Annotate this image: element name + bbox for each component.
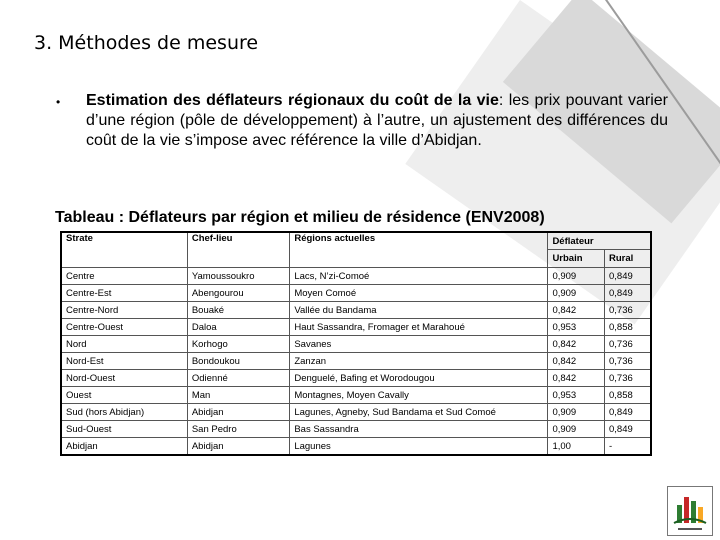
cell-regions: Haut Sassandra, Fromager et Marahoué bbox=[290, 319, 548, 336]
cell-strate: Nord-Ouest bbox=[61, 370, 187, 387]
cell-regions: Montagnes, Moyen Cavally bbox=[290, 387, 548, 404]
cell-urbain: 0,909 bbox=[548, 404, 605, 421]
cell-rural: 0,849 bbox=[605, 404, 652, 421]
cell-regions: Lacs, N’zi-Comoé bbox=[290, 268, 548, 285]
cell-regions: Denguelé, Bafing et Worodougou bbox=[290, 370, 548, 387]
cell-chef-lieu: Abidjan bbox=[187, 438, 289, 456]
table-row bbox=[61, 285, 651, 302]
cell-chef-lieu: Korhogo bbox=[187, 336, 289, 353]
header-chef-lieu: Chef-lieu bbox=[187, 232, 289, 268]
cell-rural: 0,849 bbox=[605, 421, 652, 438]
table-row bbox=[61, 268, 651, 285]
cell-strate: Centre-Ouest bbox=[61, 319, 187, 336]
cell-urbain: 0,953 bbox=[548, 319, 605, 336]
cell-regions: Vallée du Bandama bbox=[290, 302, 548, 319]
institution-logo-icon bbox=[668, 487, 712, 535]
cell-regions: Zanzan bbox=[290, 353, 548, 370]
cell-chef-lieu: Daloa bbox=[187, 319, 289, 336]
cell-urbain: 0,842 bbox=[548, 353, 605, 370]
header-rural: Rural bbox=[605, 250, 652, 268]
cell-chef-lieu: Odienné bbox=[187, 370, 289, 387]
table-row bbox=[61, 421, 651, 438]
cell-regions: Lagunes, Agneby, Sud Bandama et Sud Comoé bbox=[290, 404, 548, 421]
cell-rural: 0,736 bbox=[605, 370, 652, 387]
table-body bbox=[61, 268, 651, 456]
cell-chef-lieu: Man bbox=[187, 387, 289, 404]
cell-chef-lieu: Yamoussoukro bbox=[187, 268, 289, 285]
cell-rural: 0,849 bbox=[605, 268, 652, 285]
header-regions: Régions actuelles bbox=[290, 232, 548, 268]
cell-rural: 0,736 bbox=[605, 302, 652, 319]
cell-urbain: 0,953 bbox=[548, 387, 605, 404]
cell-urbain: 0,842 bbox=[548, 370, 605, 387]
slide-title: 3. Méthodes de mesure bbox=[34, 32, 259, 54]
cell-chef-lieu: Abengourou bbox=[187, 285, 289, 302]
table-row bbox=[61, 370, 651, 387]
cell-regions: Moyen Comoé bbox=[290, 285, 548, 302]
cell-rural: 0,858 bbox=[605, 387, 652, 404]
cell-regions: Bas Sassandra bbox=[290, 421, 548, 438]
cell-chef-lieu: Bondoukou bbox=[187, 353, 289, 370]
institution-logo bbox=[667, 486, 713, 536]
cell-strate: Nord bbox=[61, 336, 187, 353]
cell-chef-lieu: Abidjan bbox=[187, 404, 289, 421]
cell-urbain: 0,909 bbox=[548, 421, 605, 438]
bullet-heading: Estimation des déflateurs régionaux du coût de la vie bbox=[86, 92, 499, 109]
cell-urbain: 0,842 bbox=[548, 302, 605, 319]
cell-strate: Abidjan bbox=[61, 438, 187, 456]
cell-rural: 0,736 bbox=[605, 353, 652, 370]
header-urbain: Urbain bbox=[548, 250, 605, 268]
table-caption: Tableau : Déflateurs par région et milieu de résidence (ENV2008) bbox=[55, 209, 545, 226]
cell-urbain: 0,842 bbox=[548, 336, 605, 353]
cell-regions: Lagunes bbox=[290, 438, 548, 456]
table-header-row bbox=[61, 232, 651, 250]
bullet-marker: • bbox=[56, 95, 61, 109]
table-row bbox=[61, 404, 651, 421]
cell-strate: Centre bbox=[61, 268, 187, 285]
table-row bbox=[61, 353, 651, 370]
table-row bbox=[61, 302, 651, 319]
table-row bbox=[61, 319, 651, 336]
cell-chef-lieu: Bouaké bbox=[187, 302, 289, 319]
cell-rural: 0,858 bbox=[605, 319, 652, 336]
cell-urbain: 1,00 bbox=[548, 438, 605, 456]
cell-strate: Centre-Nord bbox=[61, 302, 187, 319]
cell-rural: - bbox=[605, 438, 652, 456]
header-deflateur: Déflateur bbox=[548, 232, 651, 250]
cell-strate: Sud (hors Abidjan) bbox=[61, 404, 187, 421]
cell-strate: Centre-Est bbox=[61, 285, 187, 302]
table-row bbox=[61, 438, 651, 456]
cell-rural: 0,736 bbox=[605, 336, 652, 353]
cell-chef-lieu: San Pedro bbox=[187, 421, 289, 438]
cell-strate: Nord-Est bbox=[61, 353, 187, 370]
cell-rural: 0,849 bbox=[605, 285, 652, 302]
table-row bbox=[61, 387, 651, 404]
cell-strate: Ouest bbox=[61, 387, 187, 404]
table-row bbox=[61, 336, 651, 353]
cell-urbain: 0,909 bbox=[548, 268, 605, 285]
bullet-paragraph bbox=[86, 91, 668, 151]
cell-strate: Sud-Ouest bbox=[61, 421, 187, 438]
cell-regions: Savanes bbox=[290, 336, 548, 353]
cell-urbain: 0,909 bbox=[548, 285, 605, 302]
header-strate: Strate bbox=[61, 232, 187, 268]
bullet-body: : les prix pouvant varier d’une région (pôle de développement) à l’autre, un ajustement des différences du coût de la vie s’impose avec référence la ville d’Abidjan. bbox=[86, 92, 668, 149]
deflator-table bbox=[60, 231, 652, 456]
